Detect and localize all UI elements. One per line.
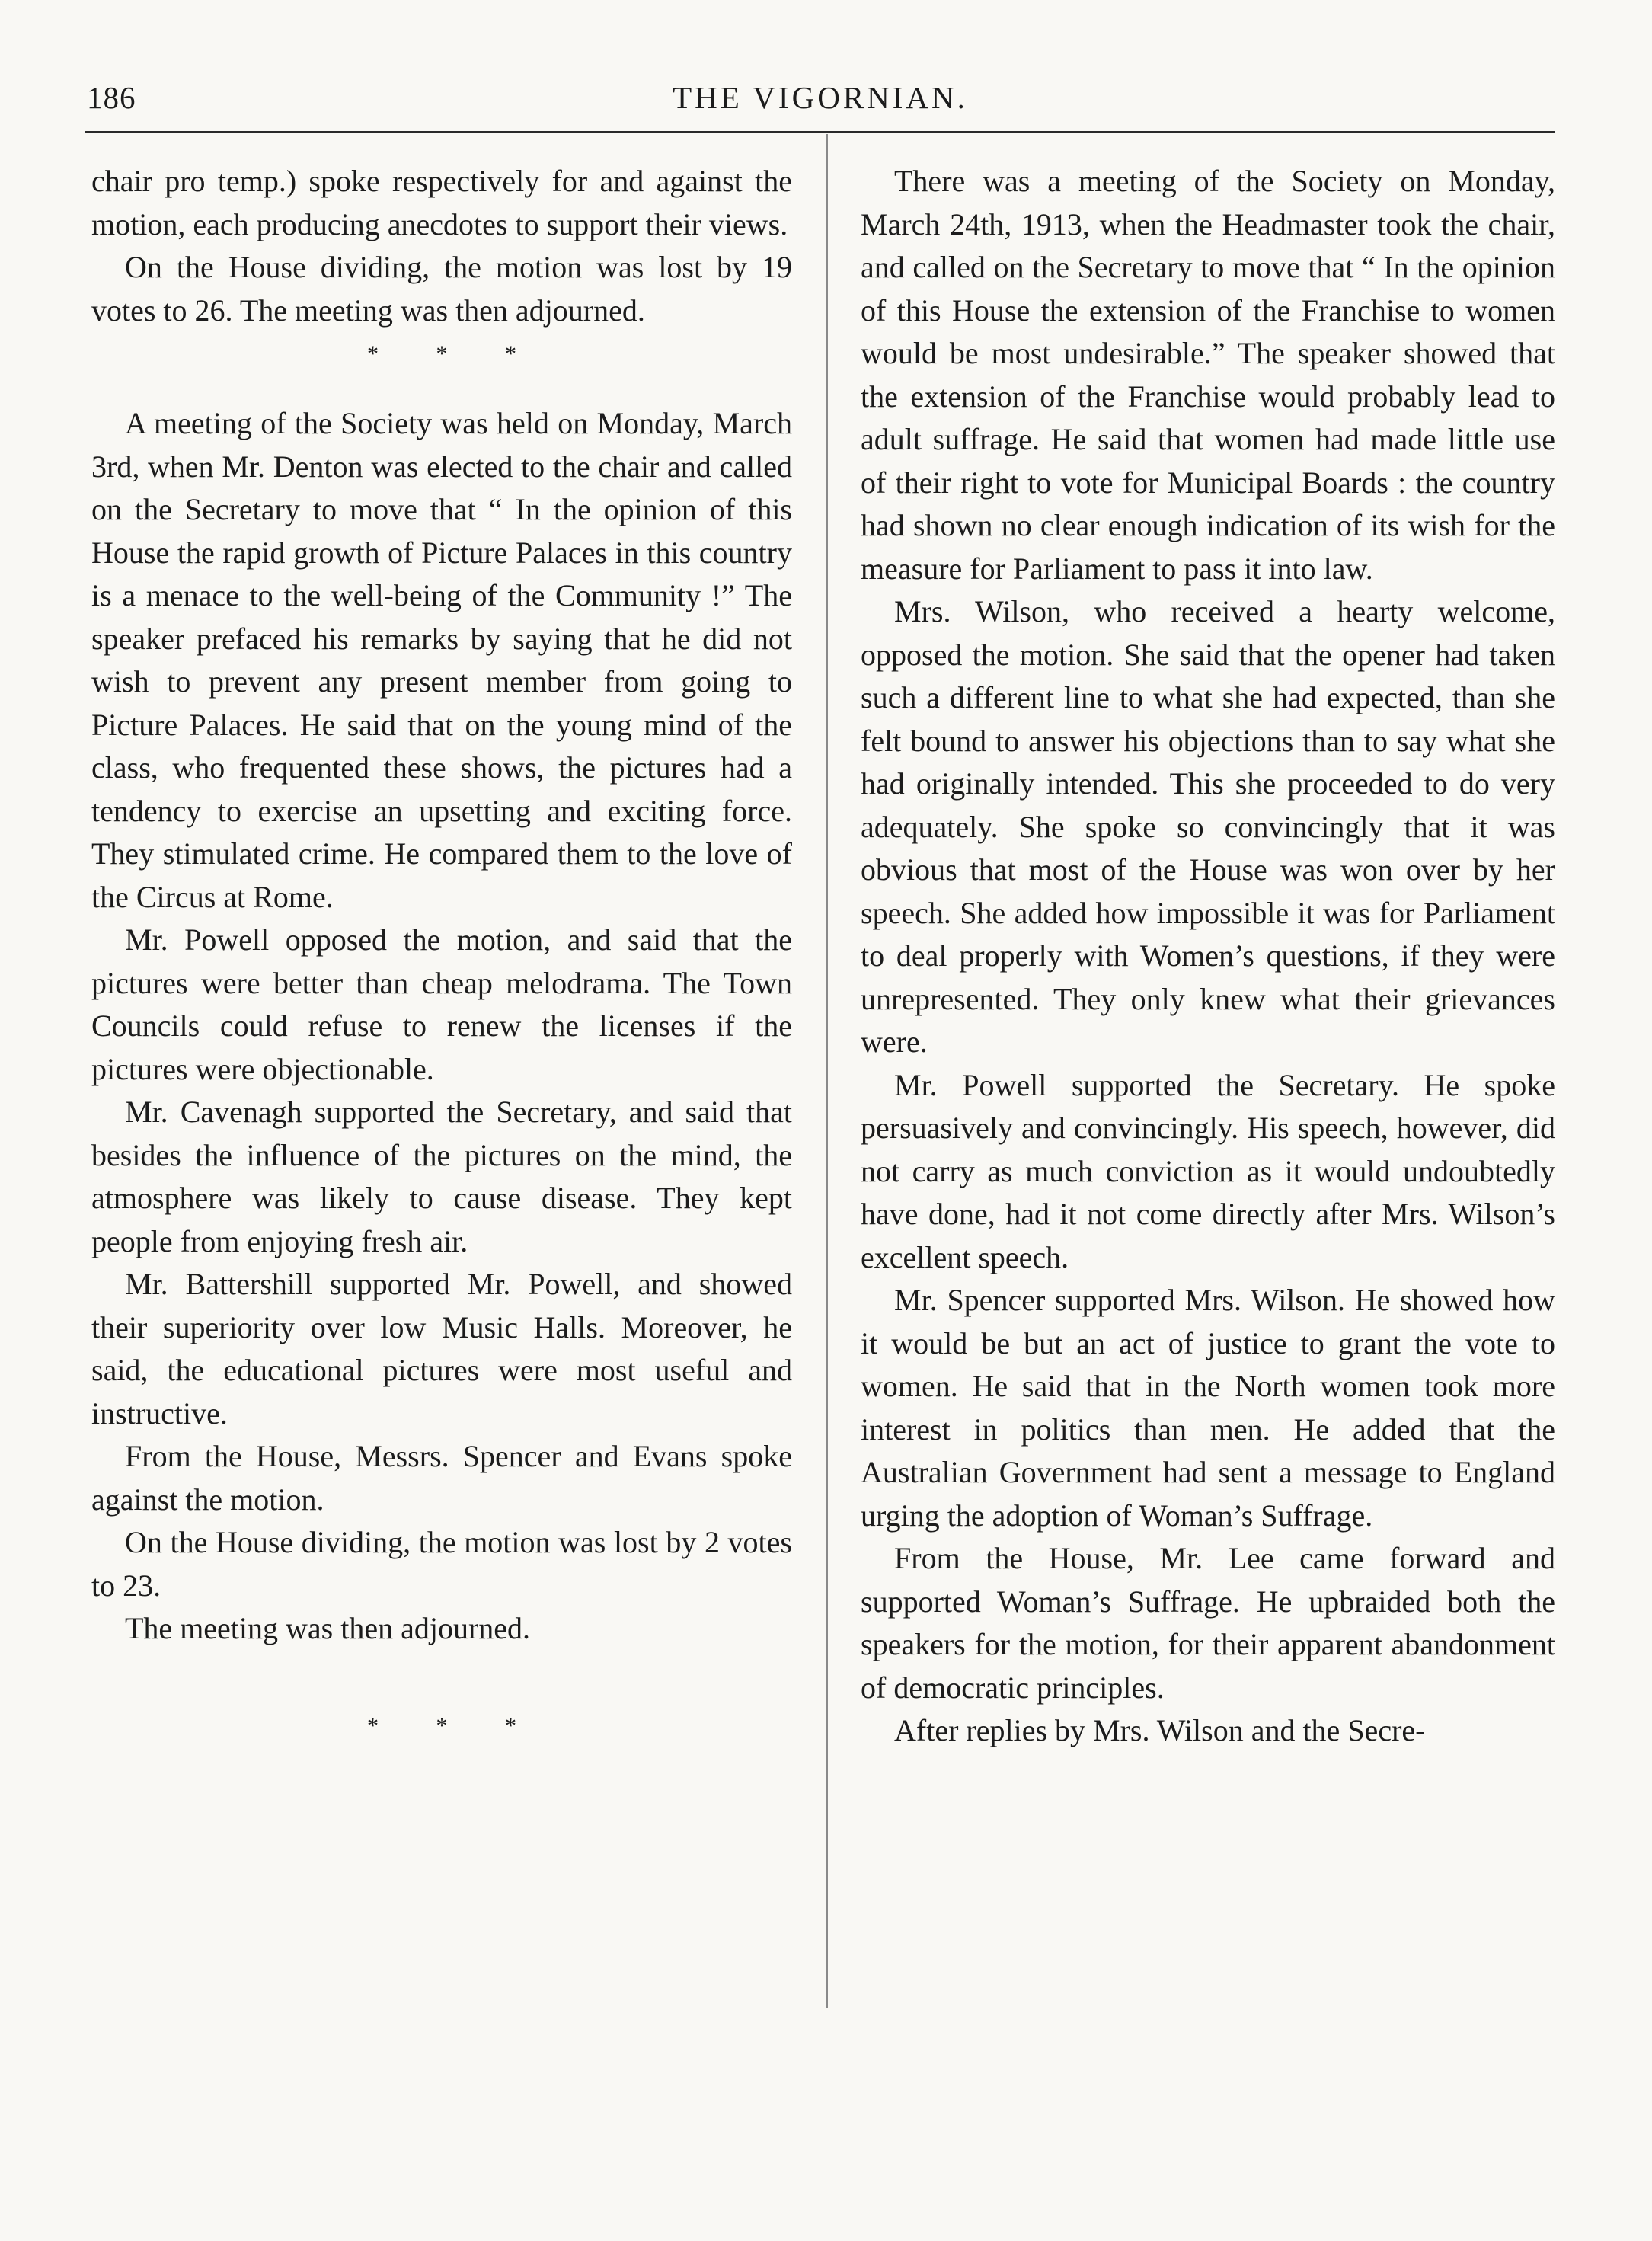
paragraph: From the House, Mr. Lee came forward and supported Woman’s Suffrage. He upbraided both the speakers for the motion, for their apparent abandonment of democratic principles. xyxy=(861,1541,1555,1705)
page-header xyxy=(87,79,1554,125)
paragraph: Mr. Battershill supported Mr. Powell, and showed their superiority over low Music Halls. Moreover, he said, the educational pictures were most useful and instructive. xyxy=(91,1267,792,1431)
left-column xyxy=(91,160,792,1748)
paragraph: Mr. Powell supported the Secretary. He spoke persuasively and convincingly. His speech, however, did not carry as much conviction as it would undoubtedly have done, had it not come directly after Mrs. Wilson’s excellent speech. xyxy=(861,1067,1555,1274)
paragraph: A meeting of the Society was held on Monday, March 3rd, when Mr. Denton was elected to the chair and called on the Secretary to move that “ In the opinion of this House the rapid growth of Picture Palaces in this country is a menace to the well-being of the Community !” The speaker prefaced his remarks by saying that he did not wish to prevent any present member from going to Picture Palaces. He said that on the young mind of the class, who frequented these shows, the pictures had a tendency to exercise an upsetting and exciting force. They stimulated crime. He compared them to the love of the Circus at Rome. xyxy=(91,406,792,914)
paragraph: There was a meeting of the Society on Monday, March 24th, 1913, when the Headmaster took the chair, and called on the Secretary to move that “ In the opinion of this House the extension of the Franchise to women would be most undesirable.” The speaker showed that the extension of the Franchise would probably lead to adult suffrage. He said that women had made little use of their right to vote for Municipal Boards : the country had shown no clear enough indication of its wish for the measure for Parliament to pass it into law. xyxy=(861,164,1555,586)
paragraph: Mrs. Wilson, who received a hearty welcome, opposed the motion. She said that the opener had taken such a different line to what she had expected, than she felt bound to answer his objections than to say what she had originally intended. This she proceeded to do very adequately. She spoke so convincingly that it was obvious that most of the House was won over by her speech. She added how impossible it was for Parliament to deal properly with Women’s questions, if they were unrepresented. They only knew what their grievances were. xyxy=(861,594,1555,1059)
section-separator: * * * xyxy=(367,341,542,366)
paragraph: Mr. Spencer supported Mrs. Wilson. He showed how it would be but an act of justice to grant the vote to women. He said that in the North women took more interest in politics than men. He added that the Australian Government had sent a message to England urging the adoption of Woman’s Suffrage. xyxy=(861,1283,1555,1533)
paragraph: Mr. Powell opposed the motion, and said that the pictures were better than cheap melodrama. The Town Councils could refuse to renew the licenses if the pictures were objectionable. xyxy=(91,922,792,1086)
spacer xyxy=(91,1651,792,1704)
paragraph: After replies by Mrs. Wilson and the Secre- xyxy=(894,1713,1426,1747)
running-title: THE VIGORNIAN. xyxy=(673,80,968,115)
column-divider xyxy=(826,134,828,2008)
section-separator: * * * xyxy=(367,1712,542,1738)
header-rule xyxy=(85,131,1555,133)
paragraph: chair pro temp.) spoke respectively for and against the motion, each producing anecdotes to support their views. xyxy=(91,164,792,241)
paragraph: Mr. Cavenagh supported the Secretary, and said that besides the influence of the pictures on the mind, the atmosphere was likely to cause disease. They kept people from enjoying fresh air. xyxy=(91,1095,792,1258)
paragraph: From the House, Messrs. Spencer and Evans spoke against the motion. xyxy=(91,1439,792,1517)
page-number: 186 xyxy=(87,80,136,115)
right-column xyxy=(861,160,1555,1753)
paragraph: On the House dividing, the motion was lost by 19 votes to 26. The meeting was then adjourned. xyxy=(91,250,792,328)
paragraph: On the House dividing, the motion was lost by 2 votes to 23. xyxy=(91,1525,792,1603)
spacer xyxy=(91,376,792,402)
paragraph: The meeting was then adjourned. xyxy=(125,1611,531,1645)
